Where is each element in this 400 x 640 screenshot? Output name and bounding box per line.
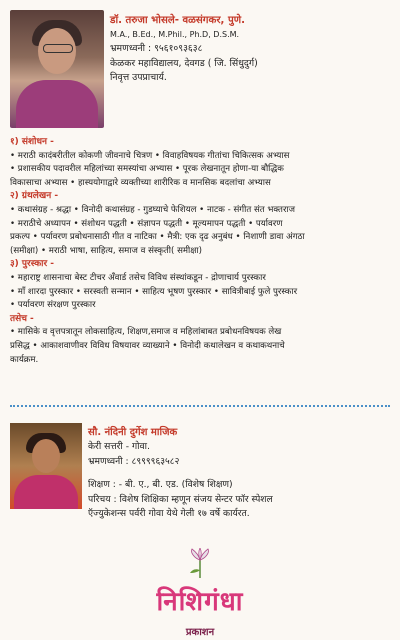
section-line: (समीक्षा) • मराठी भाषा, साहित्य, समाज व संस्कृती( समीक्षा) (10, 245, 202, 256)
flower-icon (186, 548, 214, 580)
section-awards (10, 258, 394, 312)
publisher-logo (100, 548, 300, 640)
section-line: कार्यक्रम. (10, 354, 39, 365)
section-line: • मराठीचे अध्यापन • संशोधन पद्धती • संज्ञापन पद्धती • मूल्यमापन पद्धती • पर्यावरण (10, 218, 283, 229)
dotted-divider (10, 405, 390, 407)
author1-photo (10, 10, 104, 128)
author1-degrees: M.A., B.Ed., M.Phil., Ph.D, D.S.M. (110, 30, 240, 40)
section-line: • मासिके व वृत्तपत्रातून लोकसाहित्य, शिक्षण,समाज व महिलांबाबत प्रबोधनविषयक लेख (10, 327, 282, 338)
author1-role: निवृत्त उपप्राचार्य. (110, 71, 167, 83)
section-books (10, 190, 394, 258)
section-line: प्रसिद्ध • आकाशवाणीवर विविध विषयावर व्याख्याने • विनोदी कथालेखन व कथाकथनाचे (10, 340, 285, 351)
author1-name: डॉ. तरुजा भोसले- वळसंगकर, पुणे. (110, 15, 245, 26)
author2-intro-line2: ऍज्युकेशन्स पर्वरी गोवा येथे गेली १७ वर्षे कार्यरत. (88, 508, 250, 520)
section-line: • मराठी कादंबरीतील कोकणी जीवनाचे चित्रण • विवाहविषयक गीतांचा चिकित्सक अभ्यास (10, 150, 290, 161)
author2-phone: भ्रमणध्वनी : ८९९९९६३५८२ (88, 455, 180, 467)
section-line: • माँ शारदा पुरस्कार • सरस्वती सन्मान • साहित्य भूषण पुरस्कार • सावित्रीबाई फुले पुरस्कार (10, 286, 298, 297)
author2-bio (88, 426, 393, 521)
author2-education: शिक्षण : - बी. ए., बी. एड. (विशेष शिक्षण) (88, 479, 233, 491)
section-title: १) संशोधन - (10, 137, 54, 147)
section-title: तसेच - (10, 313, 34, 324)
author2-photo (10, 423, 82, 509)
author1-bio (110, 14, 395, 85)
publisher-subtitle: प्रकाशन (185, 627, 215, 638)
section-also (10, 313, 394, 367)
section-line: • पर्यावरण संरक्षण पुरस्कार (10, 300, 96, 311)
author2-name: सौ. नंदिनी दुर्गेश माजिक (88, 427, 178, 438)
section-title: २) ग्रंथलेखन - (10, 191, 59, 202)
section-line: • कथासंग्रह - श्रद्धा • विनोदी कथासंग्रह - गुडघ्याचे फेशियल • नाटक - संगीत संत भक्तराज (10, 204, 296, 215)
author1-sections (10, 136, 394, 367)
section-line: प्रकल्प • पर्यावरण प्रबोधनासाठी गीत व नाटिका • मैत्री: एक दृढ अनुबंध • निशाणी डावा अंगठा (10, 232, 305, 243)
author2-place: केरी सत्तरी - गोवा. (88, 441, 150, 453)
section-research (10, 136, 394, 190)
section-title: ३) पुरस्कार - (10, 259, 55, 270)
author2-intro-line1: परिचय : विशेष शिक्षिका म्हणून संजय सेन्टर फॉर स्पेशल (88, 493, 273, 505)
publisher-name: निशिगंधा (156, 587, 244, 617)
section-line: • महाराष्ट्र शासनाचा बेस्ट टीचर अँवार्ड तसेच विविध संस्थांकडून - द्रोणाचार्य पुरस्कार (10, 272, 266, 283)
section-line: विकासाचा अभ्यास • हास्ययोगाद्वारे व्यक्तीच्या शारीरिक व मानसिक बदलांचा अभ्यास (10, 177, 271, 188)
author1-phone: भ्रमणध्वनी : ९५६१०९३६३८ (110, 43, 203, 55)
section-line: • प्रशासकीय पदावरील महिलांच्या समस्यांचा अभ्यास • पूरक लेखनातून होणा-या बौद्धिक (10, 164, 284, 175)
author1-college: केळकर महाविद्यालय, देवगड ( जि. सिंधुदुर्ग) (110, 57, 258, 69)
